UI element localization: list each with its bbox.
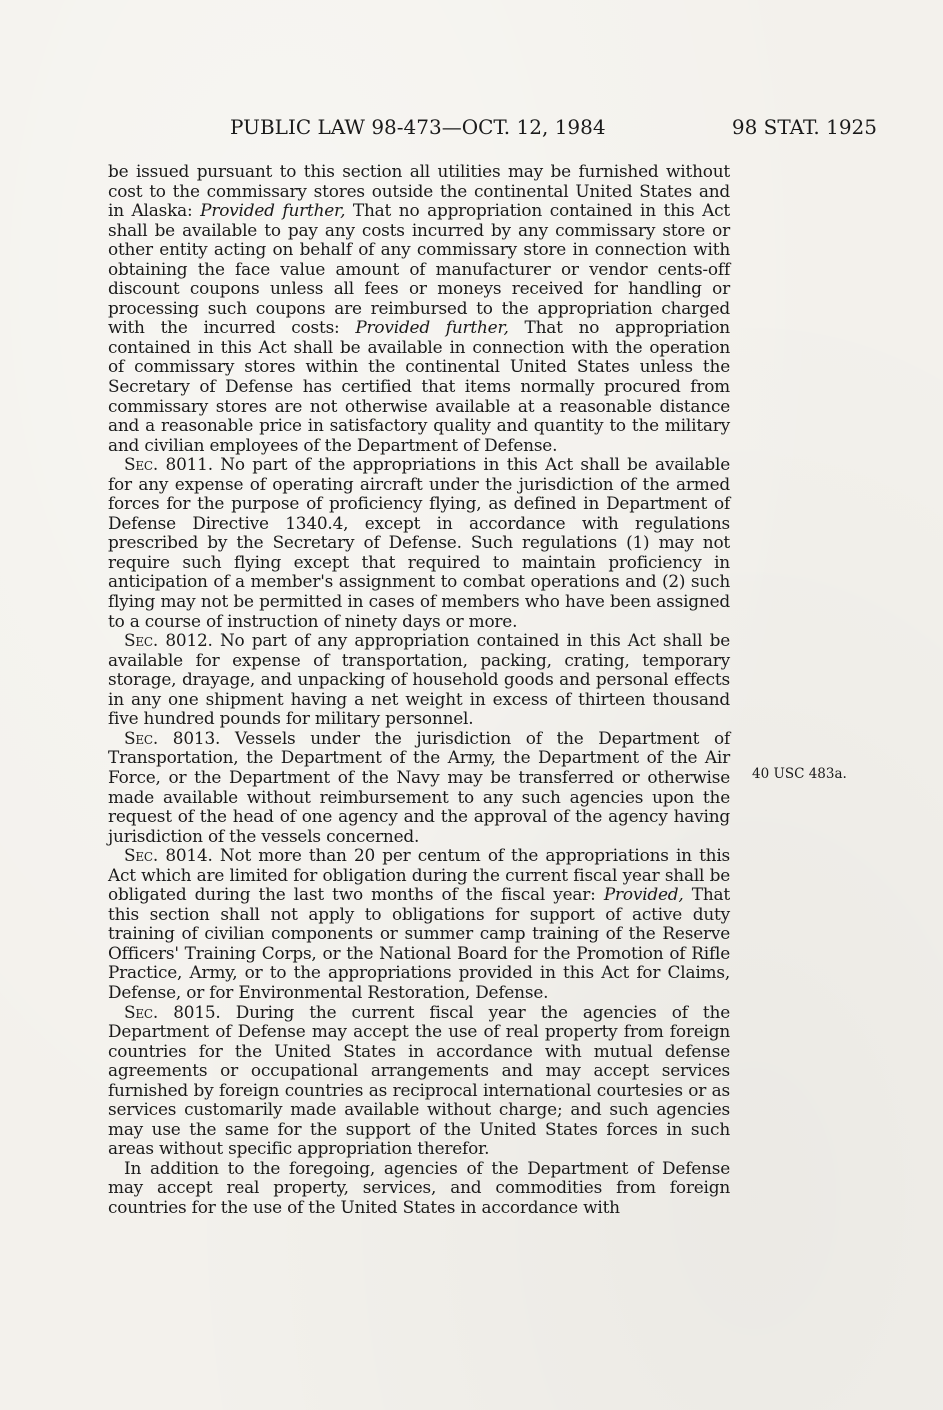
text-run: be issued pursuant to this section all utilities may be furnished without cost to the commissary stores outside the continental United States and in Alaska: [108, 161, 730, 221]
text-run: That no appropriation contained in this Act shall be available in connection with the operation of commissary stores within the continental United States unless the Secretary of Defense has certified that items normally procured from commissary stores are not otherwise available at a reasonable distance and a reasonable price in satisfactory quality and quantity to the military and civilian employees of the Department of Defense. [108, 317, 730, 455]
margin-citation: 40 USC 483a. [752, 766, 847, 782]
paragraph-sec-8011 [108, 455, 730, 631]
section-label: Sec. [124, 1001, 159, 1022]
text-run: In addition to the foregoing, agencies of the Department of Defense may accept real property, services, and commodities from foreign countries for the use of the United States in accordance with [108, 1157, 730, 1217]
header-title: PUBLIC LAW 98-473—OCT. 12, 1984 [230, 115, 606, 139]
proviso-italic: Provided, [603, 884, 684, 905]
section-label: Sec. [124, 845, 159, 866]
paragraph-p-continued [108, 162, 730, 455]
paragraph-sec-8013 [108, 729, 730, 846]
statute-page-number: 98 STAT. 1925 [731, 115, 877, 139]
running-header [230, 114, 877, 140]
paragraph-sec-8015 [108, 1003, 730, 1159]
text-run: 8011. No part of the appropriations in this Act shall be available for any expense of operating aircraft under the jurisdiction of the armed forces for the purpose of proficiency flying, as defined in Department of Defense Directive 1340.4, except in accordance with regulations prescribed by the Secretary of Defense. Such regulations (1) may not require such flying except that required to maintain proficiency in anticipation of a member's assignment to combat operations and (2) such flying may not be permitted in cases of members who have been assigned to a course of instruction of ninety days or more. [108, 454, 730, 631]
section-label: Sec. [124, 454, 159, 475]
text-run: 8015. During the current fiscal year the agencies of the Department of Defense may accept the use of real property from foreign countries for the United States in accordance with mutual defense agreements or occupational arrangements and may accept services furnished by foreign countries as reciprocal international courtesies or as services customarily made available without charge; and such agencies may use the same for the support of the United States forces in such areas without specific appropriation therefor. [108, 1001, 730, 1159]
proviso-italic: Provided further, [200, 200, 346, 221]
section-label: Sec. [124, 727, 159, 748]
text-run: That this section shall not apply to obligations for support of active duty training of civilian components or summer camp training of the Reserve Officers' Training Corps, or the National Board for the Promotion of Rifle Practice, Army, or to the appropriations provided in this Act for Claims, Defense, or for Environmental Restoration, Defense. [108, 884, 730, 1002]
proviso-italic: Provided further, [355, 317, 509, 338]
text-run: 8012. No part of any appropriation contained in this Act shall be available for expense of transportation, packing, crating, temporary storage, drayage, and unpacking of household goods and personal effects in any one shipment having a net weight in excess of thirteen thousand five hundred pounds for military personnel. [108, 630, 730, 729]
section-label: Sec. [124, 630, 159, 651]
text-run: 8014. Not more than 20 per centum of the appropriations in this Act which are limited for obligation during the current fiscal year shall be obligated during the last two months of the fiscal year: [108, 845, 730, 905]
paragraph-sec-8014 [108, 846, 730, 1002]
paragraph-sec-8012 [108, 631, 730, 729]
text-run: 8013. Vessels under the jurisdiction of the Department of Transportation, the Department of the Army, the Department of the Air Force, or the Department of the Navy may be transferred or otherwise made available without reimbursement to any such agencies upon the request of the head of one agency and the approval of the agency having jurisdiction of the vessels concerned. [108, 727, 730, 846]
body-text [108, 162, 730, 1218]
paragraph-sec-8015-addition [108, 1159, 730, 1218]
text-run: That no appropriation contained in this Act shall be available to pay any costs incurred by any commissary store or other entity acting on behalf of any commissary store in connection with obtaining the face value amount of manufacturer or vendor cents-off discount coupons unless all fees or moneys received for handling or processing such coupons are reimbursed to the appropriation charged with the incurred costs: [108, 200, 730, 338]
